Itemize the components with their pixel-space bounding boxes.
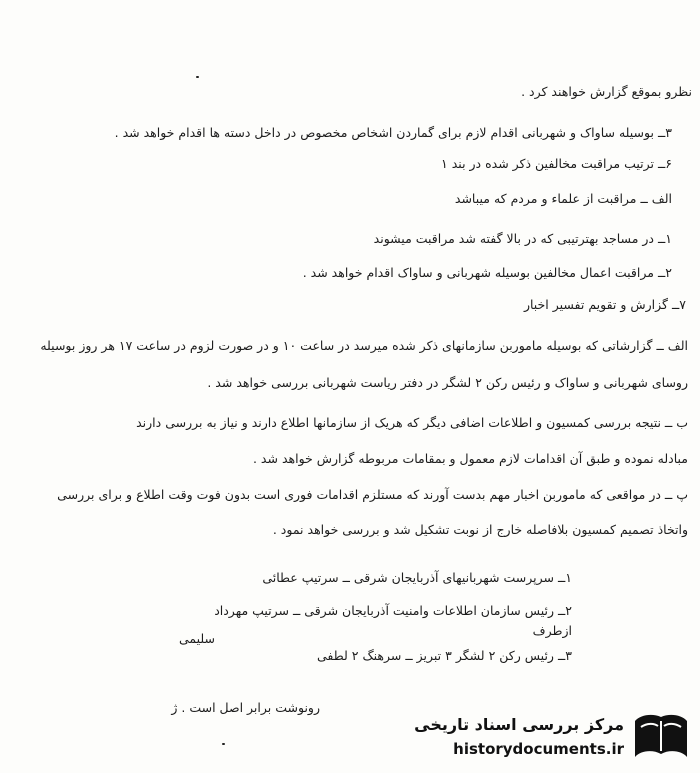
signatory-1: ۱ــ سرپرست شهربانیهای آذربایجان شرقی ــ سرتیپ عطائی xyxy=(262,570,572,585)
text-line: ۲ــ مراقبت اعمال مخالفین بوسیله شهربانی و ساواک اقدام خواهد شد . xyxy=(302,265,672,280)
text-line: نظرو بموقع گزارش خواهند کرد . xyxy=(521,84,692,99)
text-line: واتخاذ تصمیم کمسیون بلافاصله خارج از نوبت تشکیل شد و بررسی خواهد نمود . xyxy=(272,522,688,537)
text-line: روسای شهربانی و ساواک و رئیس رکن ۲ لشگر در دفتر ریاست شهربانی بررسی خواهد شد . xyxy=(207,375,688,390)
signatory-2: ۲ــ رئیس سازمان اطلاعات وامنیت آذربایجان شرقی ــ سرتیپ مهرداد xyxy=(214,603,572,618)
signatory-on-behalf: ازطرف xyxy=(532,623,572,638)
ink-speck xyxy=(222,743,225,745)
watermark xyxy=(404,707,694,769)
text-line: ب ــ نتیجه بررسی کمسیون و اطلاعات اضافی دیگر که هریک از سازمانها اطلاع دارند و نیاز به بررسی دارند xyxy=(136,415,688,430)
text-line: ۶ــ ترتیب مراقبت مخالفین ذکر شده در بند ۱ xyxy=(441,156,672,171)
text-line: پ ــ در مواقعی که ماموربن اخبار مهم بدست آورند که مستلزم اقدامات فوری است بدون فوت وقت اطلاع و برای بررسی xyxy=(57,487,688,502)
text-line: ۳ــ بوسیله ساواک و شهربانی اقدام لازم برای گماردن اشخاص مخصوص در داخل دسته ها اقدام خواهد شد . xyxy=(114,125,672,140)
text-line: ۱ــ در مساجد بهترتیبی که در بالا گفته شد مراقبت میشوند xyxy=(373,231,672,246)
certified-copy-note: رونوشت برابر اصل است . ژ xyxy=(171,700,320,715)
text-line: مبادله نموده و طبق آن اقدامات لازم معمول و بمقامات مربوطه گزارش خواهد شد . xyxy=(252,451,688,466)
text-line: الف ــ مراقبت از علماء و مردم که میباشد xyxy=(454,191,672,206)
ink-speck xyxy=(196,76,199,78)
watermark-title: مرکز بررسی اسناد تاریخی xyxy=(414,715,624,734)
signatory-3: ۳ــ رئیس رکن ۲ لشگر ۳ تبریز ــ سرهنگ ۲ لطفی xyxy=(316,648,572,663)
signatory-name: سلیمی xyxy=(178,631,215,646)
text-line: الف ــ گزارشاتی که بوسیله ماموربن سازمانهای ذکر شده میرسد در ساعت ۱۰ و در صورت لزوم در ساعت ۱۷ هر روز بوسیله xyxy=(40,338,688,353)
watermark-url: historydocuments.ir xyxy=(453,740,624,758)
text-line: ۷ــ گزارش و تقویم تفسیر اخبار xyxy=(523,297,686,312)
book-icon xyxy=(632,711,690,765)
